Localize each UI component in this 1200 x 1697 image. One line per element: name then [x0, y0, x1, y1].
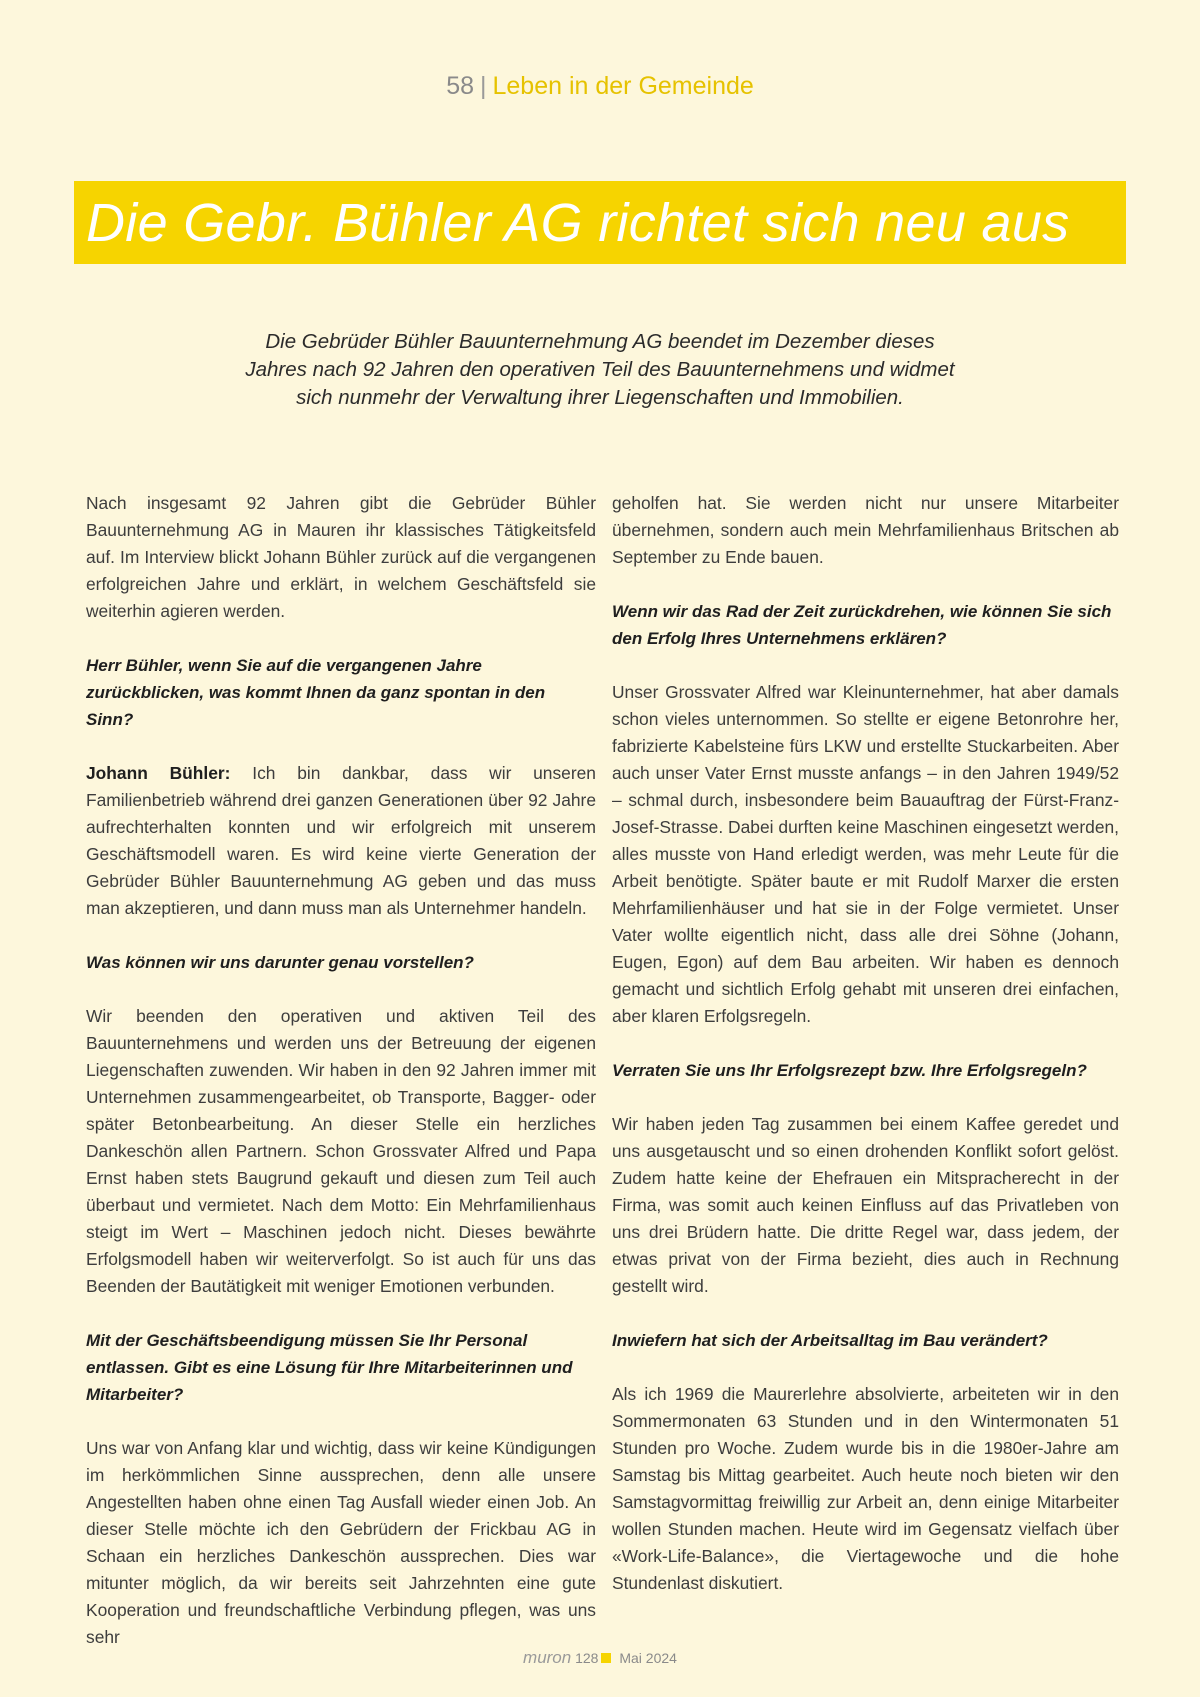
- answer-2: Wir beenden den operativen und aktiven Teil des Bauunternehmens und werden uns der Betreuung der eigenen Liegenschaften zuwenden. Wir haben in den 92 Jahren immer mit Unternehmen zusammengearbeitet, ob Transporte, Bagger- oder später Betonbearbeitung. An dieser Stelle ein herzliches Dankeschön allen Partnern. Schon Grossvater Alfred und Papa Ernst haben stets Baugrund gekauft und diesen zum Teil auch überbaut und vermietet. Nach dem Motto: Ein Mehrfamilienhaus steigt im Wert – Maschinen jedoch nicht. Dieses bewährte Erfolgsmodell haben wir weiterverfolgt. So ist auch für uns das Beenden der Bautätigkeit mit weniger Emotionen verbunden.: [86, 1006, 596, 1296]
- header-separator: |: [480, 72, 487, 100]
- lead-line-3: sich nunmehr der Verwaltung ihrer Liegenschaften und Immobilien.: [296, 386, 904, 409]
- page-footer: [0, 1648, 1200, 1668]
- answer-3: Uns war von Anfang klar und wichtig, dass wir keine Kündigungen im herkömmlichen Sinne aussprechen, denn alle unsere Angestellten haben ohne einen Tag Ausfall wieder einen Job. An dieser Stelle möchte ich den Gebrüdern der Frickbau AG in Schaan ein herzliches Dankeschön aussprechen. Dies war mitunter möglich, da wir bereits seit Jahrzehnten eine gute Kooperation und freundschaftliche Verbindung pflegen, was uns sehr: [86, 1438, 596, 1647]
- accent-square-icon: [601, 1653, 611, 1663]
- question-3: Mit der Geschäftsbeendigung müssen Sie Ihr Personal entlassen. Gibt es eine Lösung für Ihre Mitarbeiterinnen und Mitarbeiter?: [86, 1331, 573, 1404]
- answer-1-text: Ich bin dankbar, dass wir unseren Familienbetrieb während drei ganzen Generationen über 92 Jahre aufrechterhalten konnten und wir erfolgreich mit unserem Geschäftsmodell waren. Es wird keine vierte Generation der Gebrüder Bühler Bauunternehmung AG geben und das muss man akzeptieren, und dann muss man als Unternehmer handeln.: [86, 763, 596, 918]
- answer-4: Unser Grossvater Alfred war Kleinunternehmer, hat aber damals schon vieles unternommen. So stellte er eigene Betonrohre her, fabrizierte Kabelsteine fürs LKW und erstellte Stuckarbeiten. Aber auch unser Vater Ernst musste anfangs – in den Jahren 1949/52 – schmal durch, insbesondere beim Bauauftrag der Fürst-Franz-Josef-Strasse. Dabei durften keine Maschinen eingesetzt werden, alles musste von Hand erledigt werden, was mehr Leute für die Arbeit benötigte. Später baute er mit Rudolf Marxer die ersten Mehrfamilienhäuser und hat sie in der Folge vermietet. Unser Vater wollte eigentlich nicht, dass alle drei Söhne (Johann, Eugen, Egon) auf dem Bau arbeiten. Wir haben es dennoch gemacht und sichtlich Erfolg gehabt mit unseren drei einfachen, aber klaren Erfolgsregeln.: [612, 682, 1119, 1026]
- answer-6: Als ich 1969 die Maurerlehre absolvierte, arbeiteten wir in den Sommermonaten 63 Stunden und in den Wintermonaten 51 Stunden pro Woche. Zudem wurde bis in die 1980er-Jahre am Samstag bis Mittag gearbeitet. Auch heute noch bieten wir den Samstagvormittag freiwillig zur Arbeit an, denn einige Mitarbeiter wollen Stunden machen. Heute wird im Gegensatz vielfach über «Work-Life-Balance», die Viertagewoche und die hohe Stundenlast diskutiert.: [612, 1384, 1119, 1593]
- article-title: Die Gebr. Bühler AG richtet sich neu aus: [86, 192, 1070, 253]
- left-column: [86, 490, 596, 1651]
- speaker-label: Johann Bühler:: [86, 763, 231, 783]
- issue-date: Mai 2024: [619, 1650, 677, 1666]
- intro-paragraph: Nach insgesamt 92 Jahren gibt die Gebrüder Bühler Bauunternehmung AG in Mauren ihr klassisches Tätigkeitsfeld auf. Im Interview blickt Johann Bühler zurück auf die vergangenen erfolgreichen Jahre und erklärt, in welchem Geschäftsfeld sie weiterhin agieren werden.: [86, 493, 596, 621]
- question-1: Herr Bühler, wenn Sie auf die vergangenen Jahre zurückblicken, was kommt Ihnen da ganz spontan in den Sinn?: [86, 656, 546, 729]
- page-number: 58: [446, 72, 474, 100]
- question-4: Wenn wir das Rad der Zeit zurückdrehen, wie können Sie sich den Erfolg Ihres Unternehmens erklären?: [612, 602, 1112, 648]
- right-column: [612, 490, 1119, 1597]
- magazine-brand: muron: [523, 1648, 572, 1667]
- question-2: Was können wir uns darunter genau vorstellen?: [86, 953, 474, 972]
- section-name: Leben in der Gemeinde: [492, 72, 754, 100]
- page-header: [0, 72, 1200, 101]
- answer-5: Wir haben jeden Tag zusammen bei einem Kaffee geredet und uns ausgetauscht und so einen drohenden Konflikt sofort gelöst. Zudem hatte keine der Ehefrauen ein Mitspracherecht in der Firma, was somit auch keinen Einfluss auf das Privatleben von uns drei Brüdern hatte. Die dritte Regel war, dass jedem, der etwas privat von der Firma bezieht, dies auch in Rechnung gestellt wird.: [612, 1114, 1119, 1296]
- question-6: Inwiefern hat sich der Arbeitsalltag im Bau verändert?: [612, 1331, 1048, 1350]
- title-bar: [74, 181, 1126, 264]
- issue-number: 128: [575, 1650, 599, 1666]
- lead-line-1: Die Gebrüder Bühler Bauunternehmung AG beendet im Dezember dieses: [265, 330, 935, 353]
- answer-1: [86, 760, 596, 922]
- answer-3-continued: geholfen hat. Sie werden nicht nur unsere Mitarbeiter übernehmen, sondern auch mein Mehrfamilienhaus Britschen ab September zu Ende bauen.: [612, 493, 1119, 567]
- question-5: Verraten Sie uns Ihr Erfolgsrezept bzw. Ihre Erfolgsregeln?: [612, 1061, 1087, 1080]
- article-lead: [180, 328, 1020, 412]
- lead-line-2: Jahres nach 92 Jahren den operativen Teil des Bauunternehmens und widmet: [245, 358, 955, 381]
